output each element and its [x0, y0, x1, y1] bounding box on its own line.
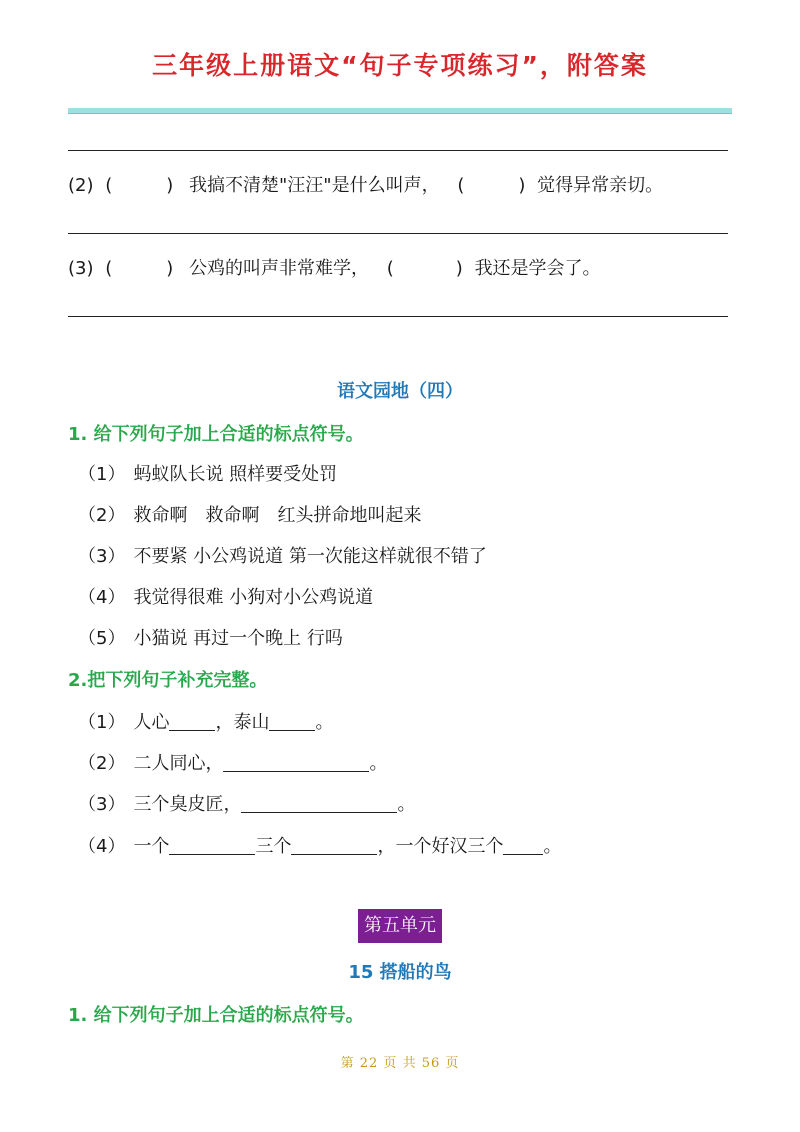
paren-close: ): [455, 258, 463, 279]
blank-line: [291, 836, 377, 855]
page-number: 第 22 页 共 56 页: [340, 1056, 460, 1071]
header-divider: [68, 108, 732, 114]
fill-blank-item: （4） 一个 三个 ，一个好汉三个 。: [78, 836, 562, 857]
answer-line: [68, 316, 728, 317]
list-item: （2） 救命啊 救命啊 红头拼命地叫起来: [78, 505, 422, 526]
question-title: 1. 给下列句子加上合适的标点符号。: [68, 424, 364, 445]
question-title: 2.把下列句子补充完整。: [68, 670, 268, 691]
paren-close: ): [166, 258, 174, 279]
blank-line: [503, 836, 543, 855]
sentence-part: 公鸡的叫声非常难学，: [189, 258, 370, 279]
unit-badge: 第五单元: [358, 909, 442, 943]
blank-line: [169, 836, 255, 855]
question-number: (3): [68, 258, 94, 279]
list-item: （5） 小猫说 再过一个晚上 行吗: [78, 628, 343, 649]
fill-blank-item: （2） 二人同心， 。: [78, 753, 388, 774]
question-row-3: [68, 254, 601, 280]
list-item: （1） 蚂蚁队长说 照样要受处罚: [78, 464, 338, 485]
blank-line: [223, 753, 369, 772]
section-heading: 语文园地（四）: [337, 381, 463, 402]
blank-line: [241, 794, 397, 813]
paren-open: (: [105, 258, 113, 279]
blank-line: [169, 712, 215, 731]
page-title: 三年级上册语文“句子专项练习”，附答案: [152, 51, 648, 80]
paren-open: (: [386, 258, 394, 279]
question-number: (2): [68, 175, 94, 196]
paren-open: (: [105, 175, 113, 196]
paren-close: ): [166, 175, 174, 196]
paren-open: (: [457, 175, 465, 196]
answer-line: [68, 233, 728, 234]
question-title: 1. 给下列句子加上合适的标点符号。: [68, 1005, 364, 1026]
fill-blank-item: （1） 人心 ，泰山 。: [78, 712, 334, 733]
fill-blank-item: （3） 三个臭皮匠， 。: [78, 794, 416, 815]
sentence-part: 觉得异常亲切。: [537, 175, 664, 196]
lesson-heading: 15 搭船的鸟: [348, 962, 452, 983]
sentence-part: 我还是学会了。: [474, 258, 601, 279]
list-item: （3） 不要紧 小公鸡说道 第一次能这样就很不错了: [78, 546, 487, 567]
blank-line: [269, 712, 315, 731]
sentence-part: 我搞不清楚"汪汪"是什么叫声，: [189, 175, 440, 196]
answer-line: [68, 150, 728, 151]
question-row-2: [68, 171, 663, 197]
list-item: （4） 我觉得很难 小狗对小公鸡说道: [78, 587, 374, 608]
paren-close: ): [518, 175, 526, 196]
